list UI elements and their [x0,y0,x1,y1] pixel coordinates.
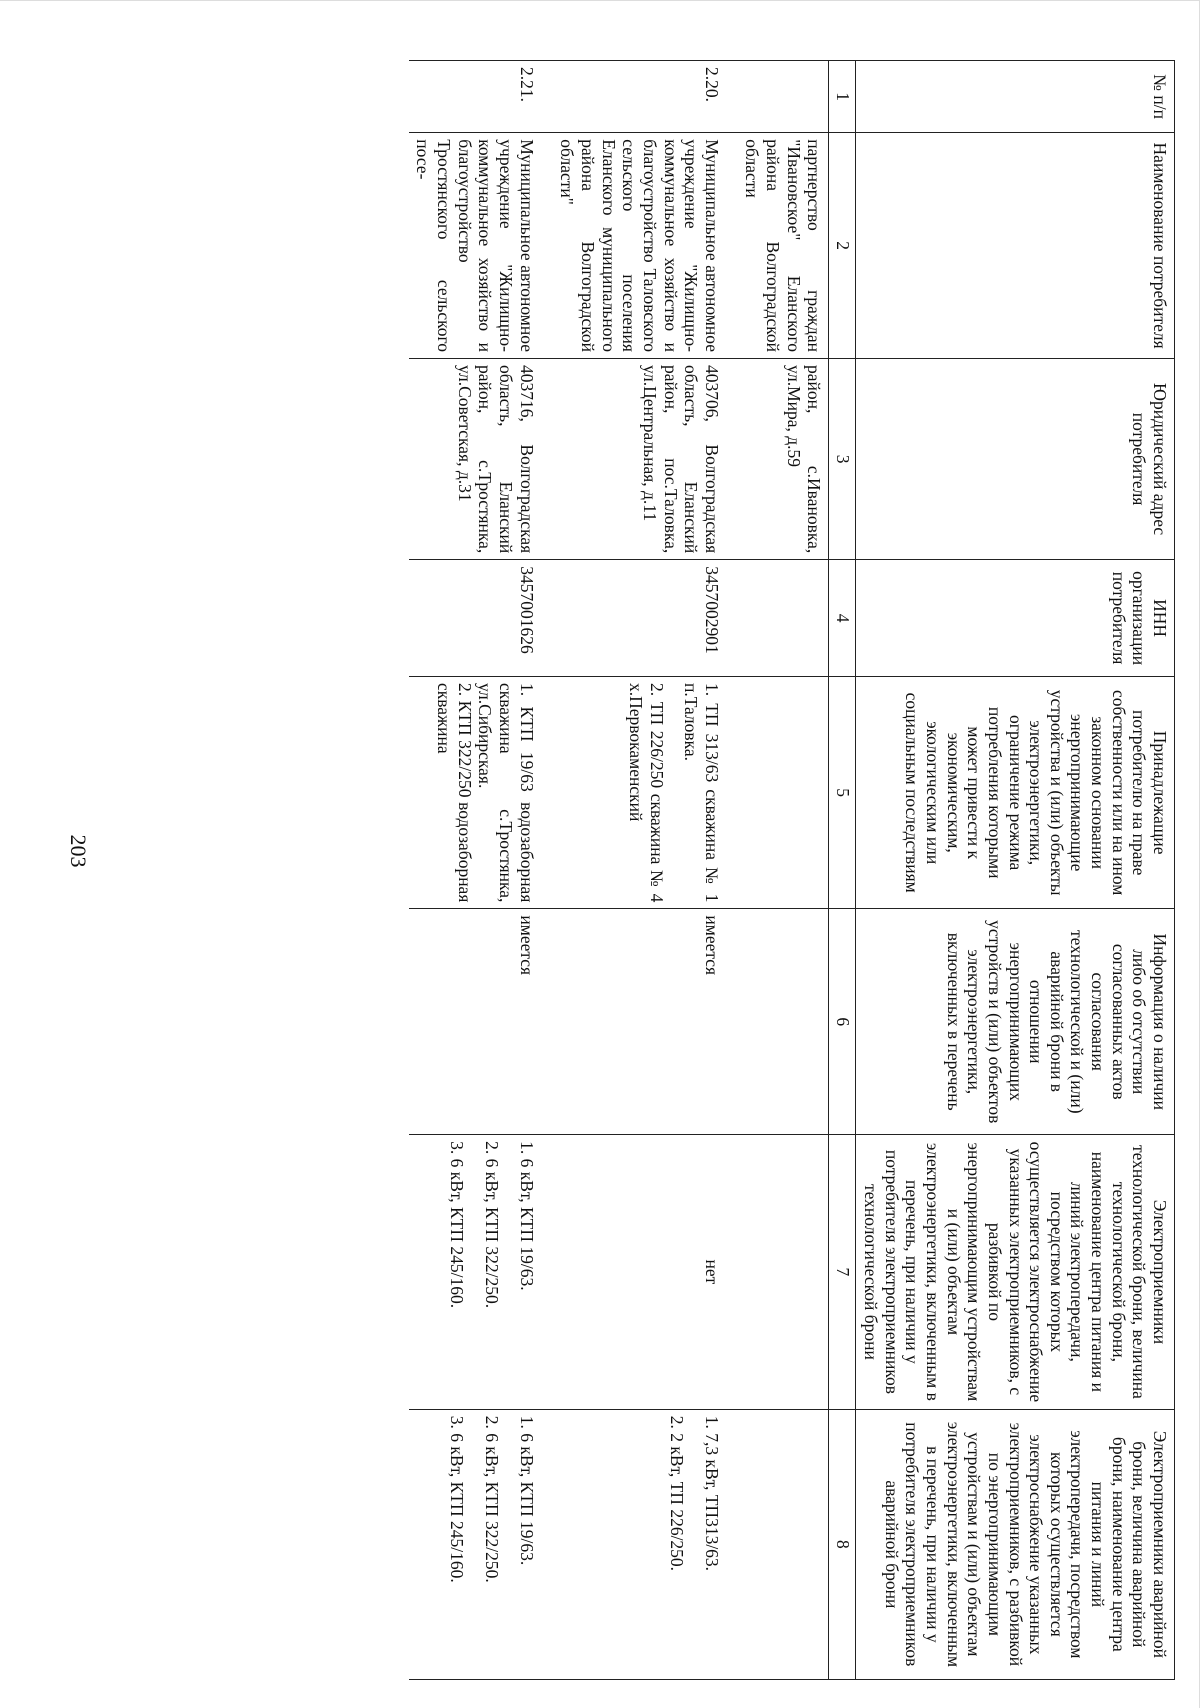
header-acts-info: Информация о наличии либо об отсутствии согласованных актов согласования технологической и (или) аварийной брони в отношении энергопринимающих устройств и (или) объектов электроэнергетики, включенных в перечень [856,909,1175,1135]
tech-item: 2. 6 кВт, КТП 322/250. [482,1141,503,1309]
emergency-item: 2. 6 кВт, КТП 322/250. [482,1415,503,1583]
column-number: 2 [829,133,856,359]
row-inn: 3457001626 [409,560,553,677]
table-row [553,61,738,1680]
column-number: 5 [829,676,856,908]
emergency-item: 3. 6 кВт, КТП 245/160. [447,1415,468,1583]
column-number: 6 [829,909,856,1135]
column-number: 4 [829,560,856,677]
device-item: 2. КТП 322/250 водозаборная скважина [434,682,475,903]
table-body [409,61,829,1680]
row-num: 2.20. [553,61,738,133]
header-num: № п/п [856,61,1175,133]
row-emergency-reserve [553,1409,738,1679]
header-legal-address: Юридический адрес потребителя [856,358,1175,559]
row-emergency-reserve [409,1409,553,1679]
emergency-item: 1. 6 кВт, КТП 19/63. [516,1415,537,1566]
emergency-item: 2. 2 кВт, ТП 226/250. [667,1415,688,1572]
table-row [409,61,553,1680]
row-devices [738,676,829,908]
table-row [738,61,829,1680]
page-top-edge [0,0,1200,1]
rotated-table-container [135,60,1175,1680]
header-inn: ИНН организации потребителя [856,560,1175,677]
row-acts: имеется [553,909,738,1135]
column-number: 7 [829,1135,856,1410]
emergency-item: 1. 7,3 кВт, ТП313/63. [701,1415,722,1572]
column-number: 8 [829,1409,856,1679]
row-tech-reserve [409,1135,553,1410]
row-devices [553,676,738,908]
row-consumer-name: Муниципальное автономное учреждение "Жилищно-коммунальное хозяйство и благоустройство Таловского сельского поселения Еланского муниципального района Волгоградской области" [553,133,738,359]
tech-item: нет [701,1259,722,1285]
row-emergency-reserve [738,1409,829,1679]
row-consumer-name: Муниципальное автономное учреждение "Жилищно-коммунальное хозяйство и благоустройство Тростянского сельского посе- [409,133,553,359]
row-address: 403716, Волгоградская область, Еланский район, с.Тростянка, ул.Советская, д.31 [409,358,553,559]
row-consumer-name: партнерство граждан "Ивановское" Еланского района Волгоградской области [738,133,829,359]
tech-item: 3. 6 кВт, КТП 245/160. [447,1141,468,1309]
header-consumer-name: Наименование потребителя [856,133,1175,359]
device-item: 1. КТП 19/63 водозаборная скважина с.Тростянка, ул.Сибирская. [475,682,537,903]
table-header [829,61,1175,1680]
device-item: 2. ТП 226/250 скважина № 4 х.Первокаменский [625,682,667,903]
row-devices [409,676,553,908]
consumers-table [409,60,1175,1680]
header-emergency-reserve: Электроприемники аварийной брони, величина аварийной брони, наименование центра питания и линий электропередачи, посредством которых осуществляется электроснабжение указанных электроприемников, с разбивкой по энергопринимающим устройствам и (или) объектам электроэнергетики, включенным в перечень, при наличии у потребителя электроприемников аварийной брони [856,1409,1175,1679]
header-row [856,61,1175,1680]
row-address: 403706, Волгоградская область, Еланский район, пос.Таловка, ул.Центральная, д.11 [553,358,738,559]
header-tech-reserve: Электроприемники технологической брони, величина технологической брони, наименование центра питания и линий электропередачи, посредством которых осуществляется электроснабжение указанных электроприемников, с разбивкой по энергопринимающим устройствам и (или) объектам электроэнергетики, включенным в перечень, при наличии у потребителя электроприемников технологической брони [856,1135,1175,1410]
column-number-row [829,61,856,1680]
row-tech-reserve [738,1135,829,1410]
row-inn [738,560,829,677]
row-acts [738,909,829,1135]
row-acts: имеется [409,909,553,1135]
device-item: 1. ТП 313/63 скважина № 1 п.Таловка. [681,682,722,903]
tech-item: 1. 6 кВт, КТП 19/63. [516,1141,537,1291]
column-number: 3 [829,358,856,559]
page-number: 203 [66,834,91,868]
column-number: 1 [829,61,856,133]
row-address: район, с.Ивановка, ул.Мира, д.59 [738,358,829,559]
header-devices: Принадлежащие потребителю на праве собственности или на ином законном основании энергопринимающие устройства и (или) объекты электроэнергетики, ограничение режима потребления которыми может привести к экономическим, экологическим или социальным последствиям [856,676,1175,908]
row-num: 2.21. [409,61,553,133]
row-num [738,61,829,133]
row-tech-reserve [553,1135,738,1410]
row-inn: 3457002901 [553,560,738,677]
